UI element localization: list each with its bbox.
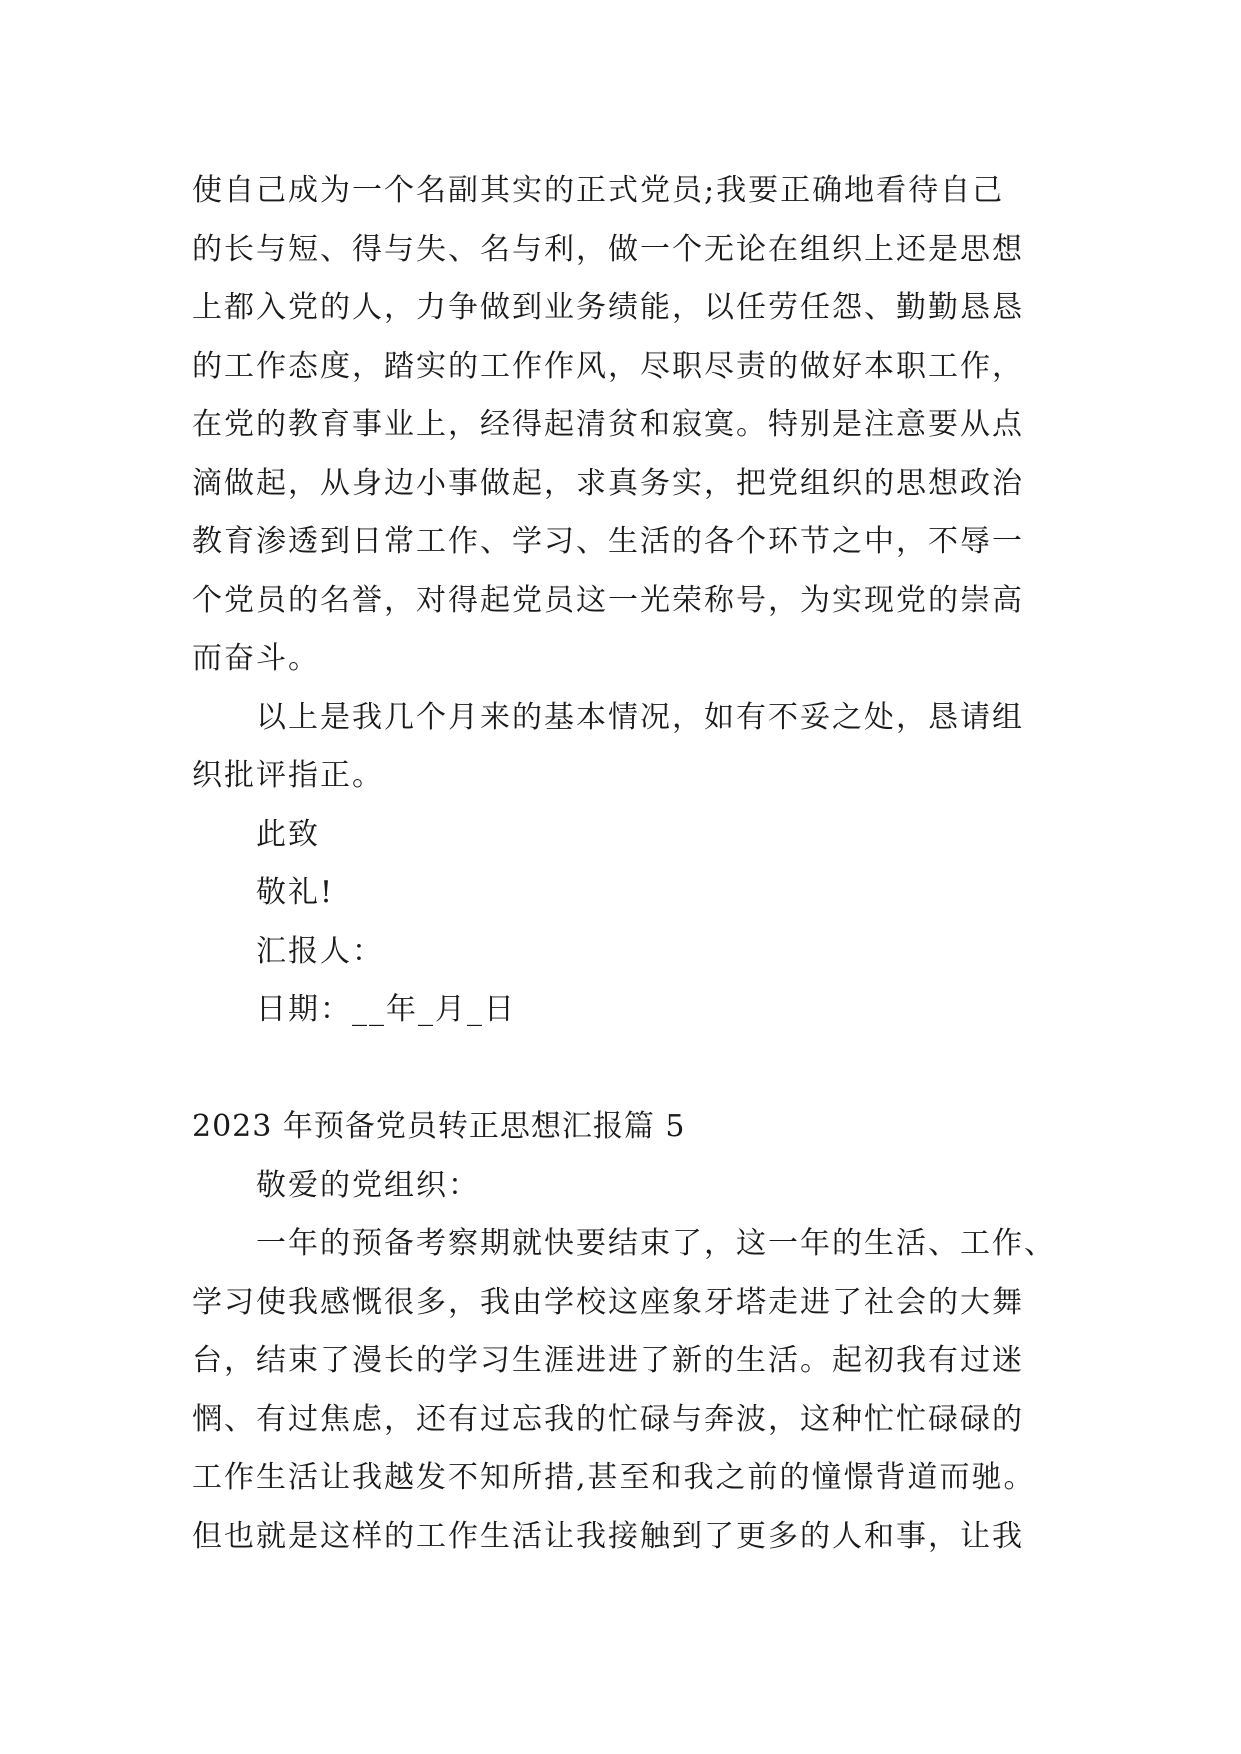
- section-gap: [192, 1040, 1058, 1099]
- date-line: 日期：__年_月_日: [256, 992, 516, 1027]
- reporter-label: 汇报人：: [256, 933, 384, 969]
- paragraph-line: 的长与短、得与失、名与利，做一个无论在组织上还是思想: [192, 231, 1024, 267]
- paragraph-line: 台，结束了漫长的学习生涯进进了新的生活。起初我有过迷: [192, 1343, 1024, 1378]
- previous-report-paragraph: [192, 162, 1058, 689]
- paragraph-line: 一年的预备考察期就快要结束了，这一年的生活、工作、: [256, 1226, 1056, 1261]
- paragraph-line: 而奋斗。: [192, 641, 320, 676]
- paragraph-line: 教育渗透到日常工作、学习、生活的各个环节之中，不辱一: [192, 524, 1024, 559]
- paragraph-line: 的工作态度，踏实的工作作风，尽职尽责的做好本职工作，: [192, 348, 1024, 384]
- next-report-paragraph: [192, 1215, 1058, 1566]
- paragraph-line: 工作生活让我越发不知所措,甚至和我之前的憧憬背道而驰。: [192, 1460, 1036, 1495]
- paragraph-line: 上都入党的人，力争做到业务绩能，以任劳任怨、勤勤恳恳: [192, 290, 1024, 325]
- regards: 敬礼!: [256, 875, 335, 910]
- paragraph-line: 使自己成为一个名副其实的正式党员;我要正确地看待自己: [192, 173, 1005, 208]
- document-page: [192, 162, 1058, 1566]
- paragraph-line: 在党的教育事业上，经得起清贫和寂寞。特别是注意要从点: [192, 407, 1024, 442]
- salutation: 此致: [256, 816, 320, 852]
- paragraph-line: 惘、有过焦虑，还有过忘我的忙碌与奔波，这种忙忙碌碌的: [192, 1401, 1024, 1437]
- greeting: 敬爱的党组织：: [256, 1167, 480, 1203]
- paragraph-line: 但也就是这样的工作生活让我接触到了更多的人和事，让我: [192, 1518, 1024, 1554]
- paragraph-line: 滴做起，从身边小事做起，求真务实，把党组织的思想政治: [192, 465, 1024, 501]
- section-title: 2023 年预备党员转正思想汇报篇 5: [192, 1109, 686, 1144]
- paragraph-line: 个党员的名誉，对得起党员这一光荣称号，为实现党的崇高: [192, 582, 1024, 618]
- paragraph-line: 学习使我感慨很多，我由学校这座象牙塔走进了社会的大舞: [192, 1284, 1024, 1320]
- closing-line: 织批评指正。: [192, 758, 384, 793]
- closing-line: 以上是我几个月来的基本情况，如有不妥之处，恳请组: [256, 699, 1024, 735]
- closing-paragraph: [192, 689, 1058, 806]
